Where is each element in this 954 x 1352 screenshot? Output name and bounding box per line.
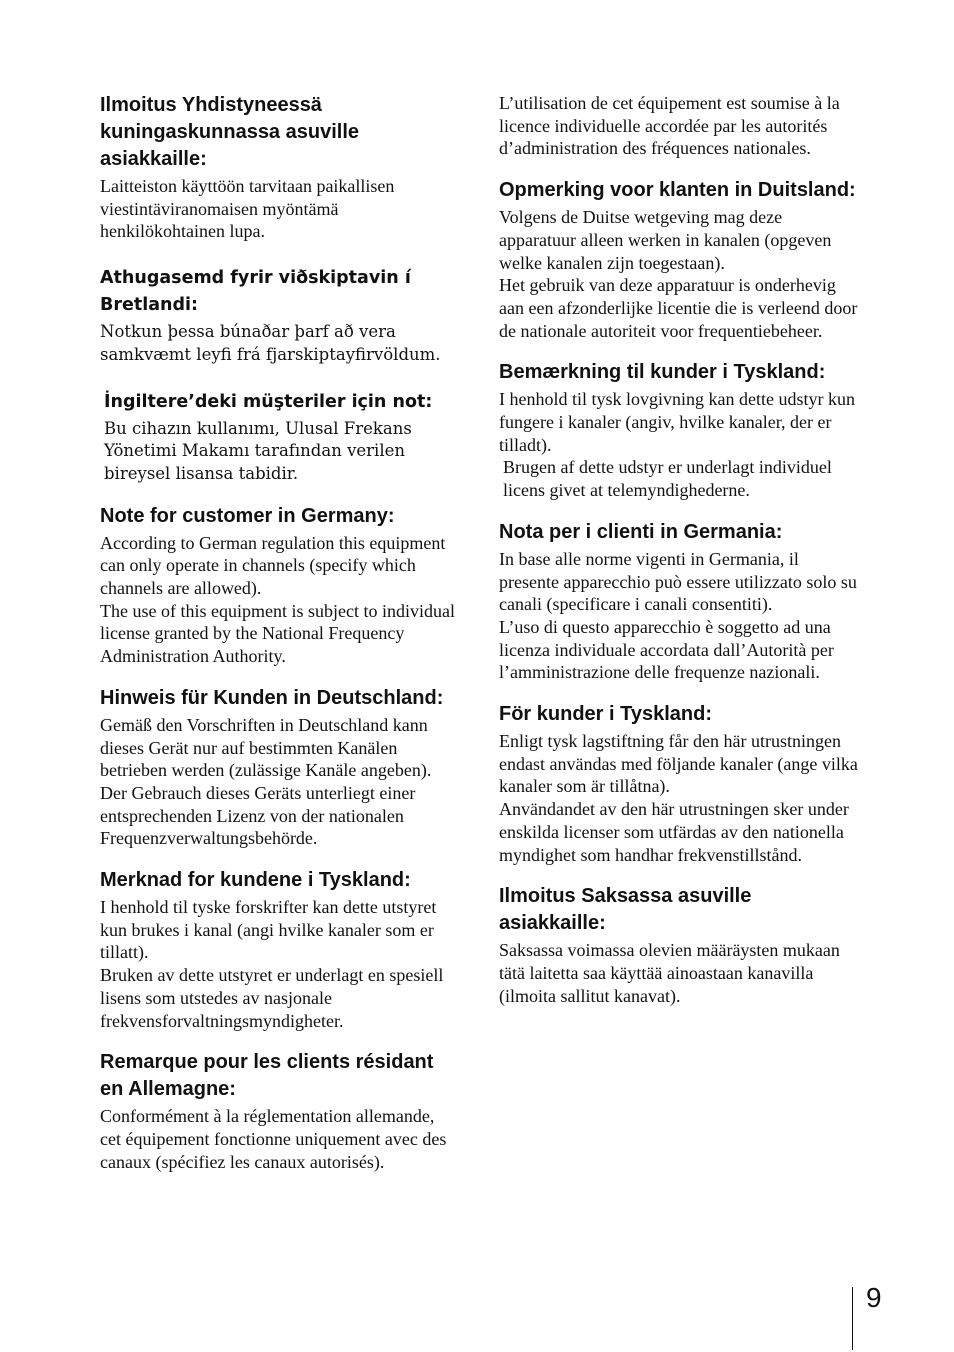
- right-column: [499, 92, 859, 1024]
- left-column: [100, 92, 455, 1190]
- section-heading: Nota per i clienti in Germania:: [499, 520, 783, 543]
- notice-german-germany: [100, 685, 455, 850]
- notice-turkish-uk: [100, 389, 455, 486]
- notice-norwegian-germany: [100, 867, 455, 1032]
- section-body: Conformément à la réglementation allemande, cet équipement fonctionne uniquement avec des canaux (spécifiez les canaux autorisés).: [100, 1106, 447, 1172]
- section-heading: Hinweis für Kunden in Deutschland:: [100, 686, 444, 709]
- notice-french-germany-continued: [499, 92, 859, 160]
- section-body: Saksassa voimassa olevien määräysten mukaan tätä laitetta saa käyttää ainoastaan kanavilla (ilmoita sallitut kanavat).: [499, 940, 840, 1006]
- notice-english-germany: [100, 503, 455, 668]
- section-body: I henhold til tysk lovgivning kan dette udstyr kun fungere i kanaler (angiv, hvilke kanaler, der er tilladt).: [499, 389, 855, 455]
- section-heading: Merknad for kundene i Tyskland:: [100, 869, 411, 892]
- notice-italian-germany: [499, 519, 859, 684]
- notice-swedish-germany: [499, 701, 859, 866]
- notice-icelandic-uk: [100, 265, 455, 366]
- section-heading: För kunder i Tyskland:: [499, 703, 712, 726]
- page-number-rule: [852, 1287, 853, 1350]
- section-body: Notkun þessa búnaðar þarf að vera samkvæmt leyfi frá fjarskiptayfirvöldum.: [100, 322, 441, 364]
- notice-finnish-germany: [499, 883, 859, 1007]
- section-body: Laitteiston käyttöön tarvitaan paikallisen viestintäviranomaisen myöntämä henkilökohtainen lupa.: [100, 176, 395, 242]
- section-heading: Note for customer in Germany:: [100, 504, 395, 527]
- section-body: L’utilisation de cet équipement est soumise à la licence individuelle accordée par les autorités d’administration des fréquences nationales.: [499, 93, 840, 159]
- section-body: According to German regulation this equipment can only operate in channels (specify which channels are allowed). The use of this equipment is subject to individual license granted by the National Frequency Administration Authority.: [100, 532, 455, 667]
- notice-finnish-uk: [100, 92, 455, 243]
- section-body: In base alle norme vigenti in Germania, il presente apparecchio può essere utilizzato solo su canali (specificare i canali consentiti). L’uso di questo apparecchio è soggetto ad una licenza individuale accordata dall’Autorità per l’amministrazione delle frequenze nazionali.: [499, 548, 857, 683]
- section-heading: Remarque pour les clients résidant en Allemagne:: [100, 1051, 434, 1101]
- section-heading: Ilmoitus Yhdistyneessä kuningaskunnassa asuville asiakkaille:: [100, 94, 359, 170]
- section-body: Enligt tysk lagstiftning får den här utrustningen endast användas med följande kanaler (ange vilka kanaler som är tillåtna). Användandet av den här utrustningen sker under enskilda licenser som utfärdas av den nationella myndighet som handhar frekvenstillstånd.: [499, 731, 858, 865]
- section-body-continued: Brugen af dette udstyr er underlagt individuel licens givet at telemyndighederne.: [503, 457, 832, 501]
- section-body: I henhold til tyske forskrifter kan dette utstyret kun brukes i kanal (angi hvilke kanaler som er tillatt). Bruken av dette utstyret er underlagt en spesiell lisens som utstedes av nasjonale frekvensforvaltningsmyndigheter.: [100, 897, 444, 1031]
- section-heading: Bemærkning til kunder i Tyskland:: [499, 361, 826, 384]
- section-body: Volgens de Duitse wetgeving mag deze apparatuur alleen werken in kanalen (opgeven welke kanalen zijn toegestaan). Het gebruik van deze apparatuur is onderhevig aan een afzonderlijke licentie die is verleend door de nationale autoriteit voor frequentiebeheer.: [499, 207, 858, 341]
- notice-french-germany: [100, 1049, 455, 1173]
- notice-danish-germany: [499, 359, 859, 502]
- section-heading: Ilmoitus Saksassa asuville asiakkaille:: [499, 885, 752, 935]
- section-body: Gemäß den Vorschriften in Deutschland kann dieses Gerät nur auf bestimmten Kanälen betrieben werden (zulässige Kanäle angeben). Der Gebrauch dieses Geräts unterliegt einer entsprechenden Lizenz von der nationalen Frequenzverwaltungsbehörde.: [100, 714, 432, 849]
- section-body: Bu cihazın kullanımı, Ulusal Frekans Yönetimi Makamı tarafından verilen bireysel lisansa tabidir.: [104, 418, 412, 483]
- section-heading: Opmerking voor klanten in Duitsland:: [499, 179, 856, 202]
- section-heading: İngiltere’deki müşteriler için not:: [104, 391, 433, 412]
- section-heading: Athugasemd fyrir viðskiptavin í Bretlandi:: [100, 268, 411, 316]
- notice-dutch-germany: [499, 177, 859, 342]
- page-number: 9: [866, 1282, 882, 1313]
